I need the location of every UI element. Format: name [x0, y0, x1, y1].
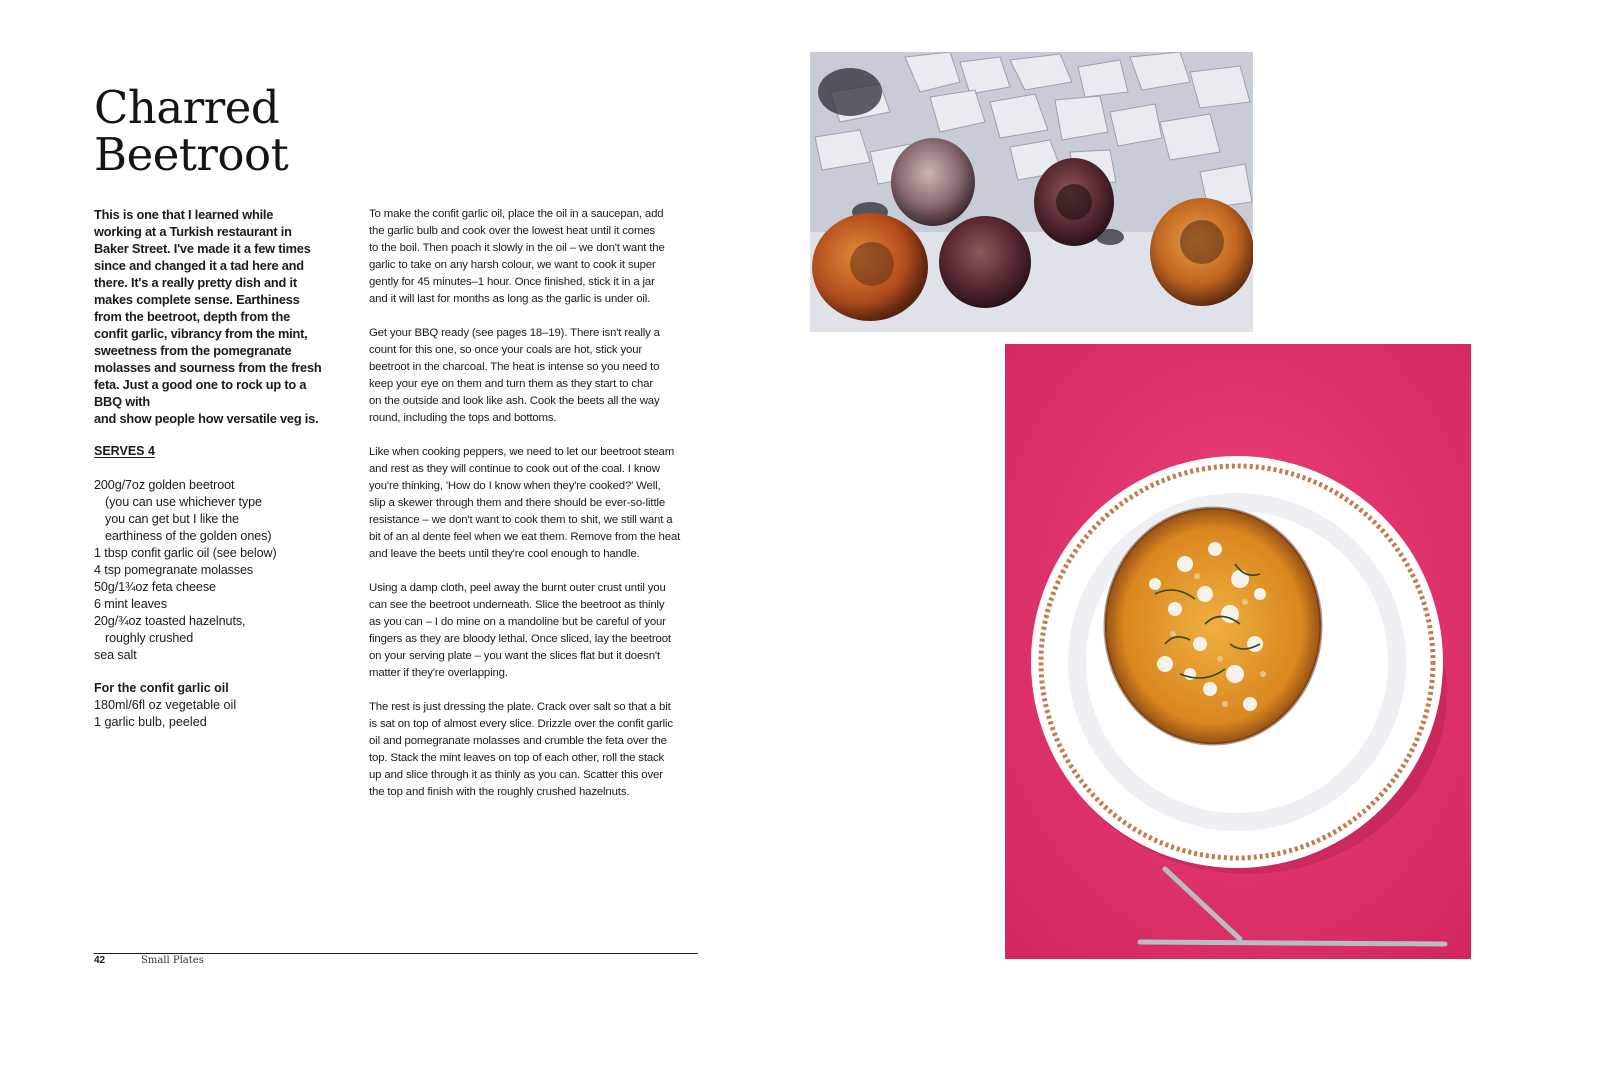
ingredient-note: you can get but I like the — [105, 512, 239, 526]
beetroot-coals-illustration — [810, 52, 1253, 332]
confit-ingredients-list — [94, 697, 236, 731]
intro-line: and show people how versatile veg is. — [94, 411, 319, 426]
section-name: Small Plates — [141, 955, 204, 966]
method-line: on your serving plate – you want the slices flat but it doesn't — [369, 650, 660, 662]
red-beetroot — [939, 216, 1031, 308]
intro-line: Baker Street. I've made it a few times — [94, 241, 311, 256]
method-line: gently for 45 minutes–1 hour. Once finished, stick it in a jar — [369, 276, 655, 288]
ingredient-item: 20g/¾oz toasted hazelnuts, — [94, 614, 246, 628]
method-line: garlic to take on any harsh colour, we want to cook it super — [369, 259, 656, 271]
intro-line: makes complete sense. Earthiness — [94, 292, 300, 307]
intro-line: confit garlic, vibrancy from the mint, — [94, 326, 308, 341]
method-line: To make the confit garlic oil, place the oil in a saucepan, add — [369, 208, 664, 220]
method-line: fingers as they are bloody lethal. Once sliced, lay the beetroot — [369, 633, 671, 645]
intro-line: from the beetroot, depth from the — [94, 309, 291, 324]
method-line: resistance – we don't want to cook them to shit, we still want a — [369, 514, 673, 526]
intro-line: sweetness from the pomegranate — [94, 343, 292, 358]
method-line: and rest as they will continue to cook out of the coal. I know — [369, 463, 660, 475]
method-paragraph — [369, 699, 709, 801]
method-paragraph — [369, 580, 709, 682]
beetroot-top — [850, 242, 894, 286]
method-line: Using a damp cloth, peel away the burnt outer crust until you — [369, 582, 666, 594]
ingredient-item: 1 tbsp confit garlic oil (see below) — [94, 546, 277, 560]
ingredient-item: sea salt — [94, 648, 137, 662]
method-line: beetroot in the charcoal. The heat is intense so you need to — [369, 361, 660, 373]
method-line: The rest is just dressing the plate. Crack over salt so that a bit — [369, 701, 671, 713]
method-paragraph — [369, 206, 709, 308]
intro-line: there. It's a really pretty dish and it — [94, 275, 297, 290]
ingredient-item: 1 garlic bulb, peeled — [94, 715, 207, 729]
method-line: can see the beetroot underneath. Slice the beetroot as thinly — [369, 599, 665, 611]
ingredient-item: 180ml/6fl oz vegetable oil — [94, 698, 237, 712]
ingredient-item: 50g/1¾oz feta cheese — [94, 580, 216, 594]
method-line: round, including the tops and bottoms. — [369, 412, 557, 424]
beetroot-top — [1056, 184, 1092, 220]
method-line: matter if they're overlapping. — [369, 667, 508, 679]
page-number: 42 — [94, 955, 106, 966]
method-paragraph — [369, 325, 709, 427]
method-line: oil and pomegranate molasses and crumble the feta over the — [369, 735, 667, 747]
ingredient-note: roughly crushed — [105, 631, 194, 645]
intro-line: since and changed it a tad here and — [94, 258, 304, 273]
method-line: slip a skewer through them and there should be ever-so-little — [369, 497, 666, 509]
method-line: on the outside and look like ash. Cook the beets all the way — [369, 395, 660, 407]
recipe-title — [94, 81, 289, 181]
method-line: Get your BBQ ready (see pages 18–19). There isn't really a — [369, 327, 660, 339]
footer-rule — [94, 953, 698, 954]
ingredient-item: 6 mint leaves — [94, 597, 167, 611]
confit-heading: For the confit garlic oil — [94, 681, 229, 695]
intro-line: molasses and sourness from the fresh — [94, 360, 322, 375]
ingredient-item: 200g/7oz golden beetroot — [94, 478, 235, 492]
recipe-title-line-1: Charred — [94, 81, 280, 134]
plated-beetroot-illustration — [1005, 344, 1471, 959]
method-line: the top and finish with the roughly crushed hazelnuts. — [369, 786, 630, 798]
beetroot-top — [1180, 220, 1224, 264]
method-line: the garlic bulb and cook over the lowest heat until it comes — [369, 225, 656, 237]
method-line: and leave the beets until they're cool enough to handle. — [369, 548, 640, 560]
method-line: bit of an al dente feel when we eat them. Remove from the heat — [369, 531, 681, 543]
ingredient-item: 4 tsp pomegranate molasses — [94, 563, 254, 577]
method-line: you're thinking, 'How do I know when they're cooked?' Well, — [369, 480, 661, 492]
method-line: count for this one, so once your coals are hot, stick your — [369, 344, 643, 356]
method-column — [369, 206, 709, 818]
recipe-title-line-2: Beetroot — [94, 128, 289, 181]
ingredient-note: earthiness of the golden ones) — [105, 529, 272, 543]
method-line: up and slice through it as thinly as you can. Scatter this over — [369, 769, 663, 781]
method-line: to the boil. Then poach it slowly in the oil – we don't want the — [369, 242, 665, 254]
pale-beetroot — [891, 138, 975, 226]
plated-beetroot-photo — [1005, 344, 1471, 959]
ingredient-note: (you can use whichever type — [105, 495, 262, 509]
method-line: as you can – I do mine on a mandoline but be careful of your — [369, 616, 666, 628]
method-line: and it will last for months as long as the garlic is under oil. — [369, 293, 651, 305]
method-paragraph — [369, 444, 709, 563]
serves-label: SERVES 4 — [94, 444, 155, 458]
ingredients-list — [94, 477, 277, 664]
beetroot-coals-photo — [810, 52, 1253, 332]
intro-line: This is one that I learned while — [94, 207, 274, 222]
intro-paragraph — [94, 206, 334, 427]
intro-line: feta. Just a good one to rock up to a — [94, 377, 307, 392]
method-line: Like when cooking peppers, we need to let our beetroot steam — [369, 446, 675, 458]
method-line: top. Stack the mint leaves on top of each other, roll the stack — [369, 752, 665, 764]
method-line: is sat on top of almost every slice. Drizzle over the confit garlic — [369, 718, 673, 730]
intro-line: BBQ with — [94, 394, 150, 409]
method-line: keep your eye on them and turn them as they start to char — [369, 378, 653, 390]
intro-line: working at a Turkish restaurant in — [94, 224, 292, 239]
